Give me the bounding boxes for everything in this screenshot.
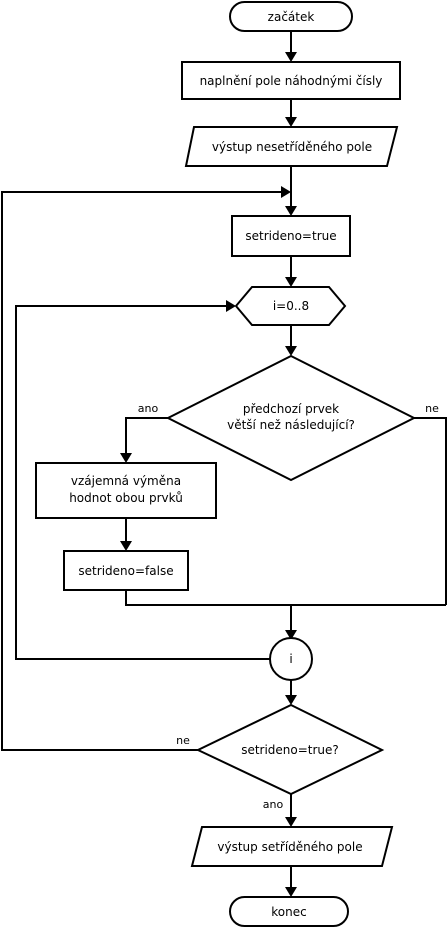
arrow-settrue-loop (285, 277, 297, 287)
compare-yes-label: ano (137, 402, 159, 415)
swap-label-line1: vzájemná výměna (70, 474, 182, 488)
loop-start-label: i=0..8 (272, 299, 310, 313)
arrow-start-fill (285, 52, 297, 62)
arrow-swap-setfalse (120, 541, 132, 551)
output-sorted-label: výstup setříděného pole (217, 840, 363, 854)
start-label: začátek (267, 10, 315, 24)
set-sorted-false-label: setrideno=false (78, 564, 174, 578)
loop-start-hexagon (236, 287, 345, 325)
end-label: konec (271, 905, 307, 919)
output-unsorted-label: výstup nesetříděného pole (211, 140, 373, 154)
arrow-loopend-check (285, 695, 297, 705)
edge-compare-no (414, 418, 446, 605)
arrow-inner-loop-back (226, 300, 236, 312)
arrow-check-yes (285, 817, 297, 827)
loop-end-label: i (289, 652, 293, 666)
edge-compare-yes (126, 418, 168, 453)
arrow-output-settrue (285, 206, 297, 216)
start-terminator (230, 2, 352, 31)
fill-array-label: naplnění pole náhodnými čísly (199, 74, 383, 88)
arrow-outer-loop-back (281, 186, 291, 198)
end-terminator (230, 897, 348, 926)
arrow-loop-compare (285, 346, 297, 356)
check-no-label: ne (176, 734, 190, 747)
check-yes-label: ano (262, 798, 284, 811)
set-sorted-true-label: setrideno=true (245, 229, 337, 243)
set-sorted-false-process (64, 551, 188, 590)
check-sorted-label: setrideno=true? (241, 743, 339, 757)
loop-end-connector (270, 638, 312, 680)
swap-process (36, 463, 216, 518)
compare-label-line2: větší než následující? (227, 418, 355, 432)
edge-setfalse-merge (126, 590, 446, 605)
arrow-output-end (285, 887, 297, 897)
check-sorted-decision (198, 705, 382, 794)
arrow-compare-yes (120, 453, 132, 463)
swap-label-line2: hodnot obou prvků (69, 491, 183, 505)
fill-array-process (182, 62, 400, 99)
arrow-fill-output (285, 117, 297, 127)
compare-no-label: ne (425, 402, 439, 415)
compare-label-line1: předchozí prvek (242, 402, 340, 416)
output-sorted-io (192, 827, 392, 866)
set-sorted-true-process (232, 216, 350, 256)
output-unsorted-io (186, 127, 397, 166)
compare-decision (168, 356, 414, 480)
